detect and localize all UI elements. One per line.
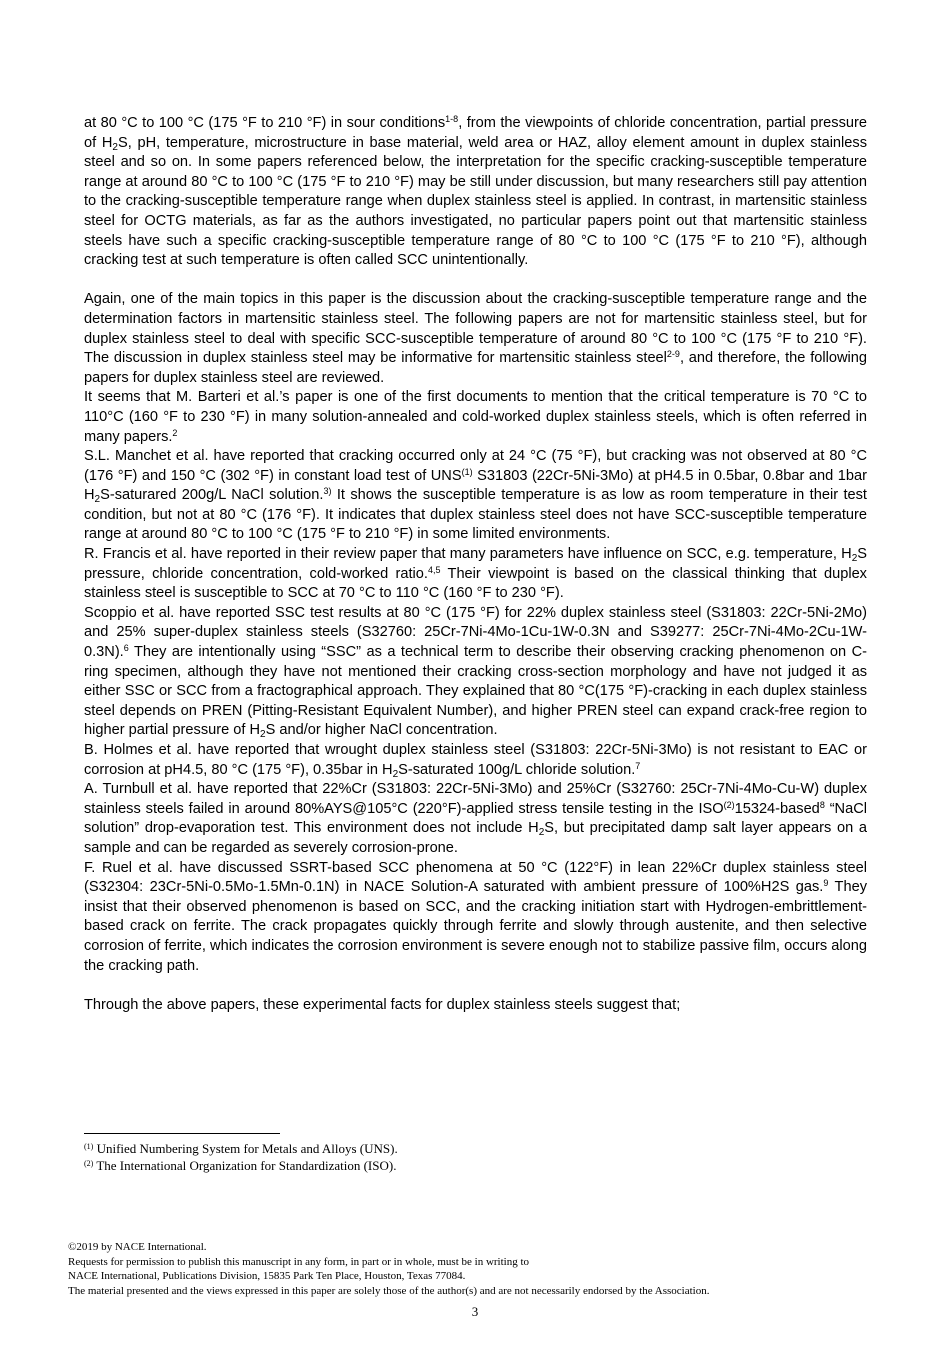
text-run: Through the above papers, these experimental facts for duplex stainless steels suggest that; [84,996,681,1013]
text-run: , from the viewpoints of chloride concentration, partial pressure of H [84,115,867,151]
footnote-text: Unified Numbering System for Metals and Alloys (UNS). [93,1141,398,1156]
text-run: R. Francis et al. have reported in their review paper that many parameters have influence on SCC, e.g. temperature, H [84,546,852,563]
citation-superscript: 4,5 [427,564,441,575]
subscript: 2 [851,553,858,565]
text-run: 15324-based [734,800,820,817]
citation-superscript: 2-9 [666,349,680,360]
page-number: 3 [471,1304,479,1319]
text-run: S-saturared 200g/L NaCl solution. [100,487,324,504]
text-run: They are intentionally using “SSC” as a technical term to describe their observing cracking phenomenon on C-ring specimen, although they have not mentioned their cracking cross-section morphology and have not judged it as either SSC or SCC from a fractographical approach. They explained that 80 °C(175 °F)-cracking in each duplex stainless steel depends on PREN (Pitting-Resistant Equivalent Number), and higher PREN steel can expand crack-free region to higher partial pressure of H [84,644,867,739]
paragraph-scoppio [84,604,867,741]
text-run: Scoppio et al. have reported SSC test results at 80 °C (175 °F) for 22% duplex stainless steel (S31803: 22Cr-5Ni-2Mo) and 25% super-duplex stainless steels (S32760: 25Cr-7Ni-4Mo-1Cu-1W-0.3N and S39277: 25Cr-7Ni-4Mo-2Cu-1W-0.3N). [84,604,867,661]
text-run: A. Turnbull et al. have reported that 22%Cr (S31803: 22Cr-5Ni-3Mo) and 25%Cr (S32760: 25Cr-7Ni-4Mo-Cu-W) duplex stainless steels failed in around 80%AYS@105°C (220°F)-applied stress tensile testing in the ISO [84,781,867,817]
citation-superscript: 8 [819,799,825,810]
footnote-divider [84,1133,280,1134]
text-run: “NaCl solution” drop-evaporation test. This environment does not include H [84,800,867,837]
text-run: S31803 (22Cr-5Ni-3Mo) at pH4.5 in 0.5bar, 0.8bar and 1bar H [84,467,867,504]
text-run: It shows the susceptible temperature is as low as room temperature in their test condition, but not at 80 °C (176 °F). It indicates that duplex stainless steel does not have SCC-susceptible temperature range at around 80 °C to 100 °C (175 °F to 210 °F) in some limited environments. [84,487,867,543]
citation-superscript: 7 [635,760,641,771]
paragraph-francis [84,545,867,604]
paragraph-ruel [84,859,867,977]
body-text [84,114,867,1015]
text-run: It seems that M. Barteri et al.’s paper is one of the first documents to mention that the critical temperature is 70 °C to 110°C (160 °F to 230 °F) in many solution-annealed and cold-worked duplex stainless steels, which is often referred in many papers. [84,389,867,445]
text-run: S-saturated 100g/L chloride solution. [398,761,636,778]
paragraph-manchet [84,447,867,545]
copyright-line: ©2019 by NACE International. [68,1241,207,1253]
subscript: 2 [112,141,118,153]
citation-superscript: 6 [123,643,129,654]
footnote-iso [84,1157,867,1174]
text-run: at 80 °C to 100 °C (175 °F to 210 °F) in sour conditions [84,115,446,131]
citation-superscript: 2 [172,427,178,438]
text-run: S.L. Manchet et al. have reported that cracking occurred only at 24 °C (75 °F), but cracking was not observed at 80 °C (176 °F) and 150 °C (302 °F) in constant load test of UNS [84,448,867,484]
copyright-notice [68,1240,888,1298]
footnote-marker: (1) [84,1142,94,1151]
citation-superscript: 9 [823,878,829,889]
paragraph-conclusion-lead [84,996,867,1016]
text-run: S and/or higher NaCl concentration. [265,722,498,739]
text-run: Their viewpoint is based on the classical thinking that duplex stainless steel is susceptible to SCC at 70 °C to 110 °C (160 °F to 230 °F). [84,565,867,602]
footnote-text: The International Organization for Standardization (ISO). [93,1158,397,1173]
footnotes [84,1140,867,1174]
footnote-uns [84,1140,867,1157]
text-run: B. Holmes et al. have reported that wrought duplex stainless steel (S31803: 22Cr-5Ni-3Mo) is not resistant to EAC or corrosion at pH4.5, 80 °C (175 °F), 0.35bar in H [84,742,867,778]
subscript: 2 [538,827,545,839]
subscript: 2 [392,768,399,780]
text-run: Again, one of the main topics in this paper is the discussion about the cracking-susceptible temperature range and the determination factors in martensitic stainless steel. The following papers are not for martensitic stainless steel, but for duplex stainless steel to deal with specific SCC-susceptible temperature of around 80 °C to 100 °C (175 °F to 210 °F). The discussion in duplex stainless steel may be informative for martensitic stainless steel [84,291,867,367]
permission-line: Requests for permission to publish this manuscript in any form, in part or in whole, must be in writing to [68,1255,530,1268]
text-run: S, pH, temperature, microstructure in base material, weld area or HAZ, alloy element amount in duplex stainless steel and so on. In some papers referenced below, the interpretation for the specific cracking-susceptible temperature range at around 80 °C to 100 °C (175 °F to 210 °F) may be still under discussion, but many researchers still pay attention to the cracking-susceptible temperature range when duplex stainless steel is applied. In contrast, in martensitic stainless steel for OCTG materials, as far as the authors investigated, no particular papers point out that martensitic stainless steels have such a specific cracking-susceptible temperature range of 80 °C to 100 °C (175 °F to 210 °F), although cracking test at such temperature is often called SCC unintentionally. [84,134,868,269]
footnote-marker: (2) [723,799,735,810]
address-line: NACE International, Publications Division, 15835 Park Ten Place, Houston, Texas 77084. [68,1270,466,1283]
text-run: F. Ruel et al. have discussed SSRT-based SCC phenomena at 50 °C (122°F) in lean 22%Cr duplex stainless steel (S32304: 23Cr-5Ni-0.5Mo-1.5Mn-0.1N) in NACE Solution-A saturated with ambient pressure of 100%H2S gas. [84,859,867,896]
text-run: They insist that their observed phenomenon is based on SCC, and the cracking initiation start with Hydrogen-embrittlement-based crack on ferrite. The crack propagates quickly through ferrite and slowly through austenite, and then selective corrosion of ferrite, which indicates the corrosion environment is severe enough not to stabilize passive film, occurs along the cracking path. [84,879,867,974]
paragraph-sour-conditions [84,114,867,271]
text-run: S pressure, chloride concentration, cold-worked ratio. [84,546,867,582]
paragraph-barteri [84,388,867,447]
paragraph-holmes [84,741,867,780]
disclaimer-line: The material presented and the views expressed in this paper are solely those of the author(s) and are not necessarily endorsed by the Association. [68,1284,710,1297]
citation-superscript: 3) [323,486,332,497]
paragraph-main-topics [84,290,867,388]
subscript: 2 [260,729,266,741]
text-run: S, but precipitated damp salt layer appears on a sample and can be regarded as severely corrosion-prone. [84,820,867,856]
footnote-marker: (2) [84,1159,94,1168]
footnote-marker: (1) [461,466,473,477]
text-run: , and therefore, the following papers for duplex stainless steel are reviewed. [84,350,867,386]
citation-superscript: 1-8 [445,114,459,124]
paragraph-turnbull [84,780,867,858]
subscript: 2 [94,494,101,506]
